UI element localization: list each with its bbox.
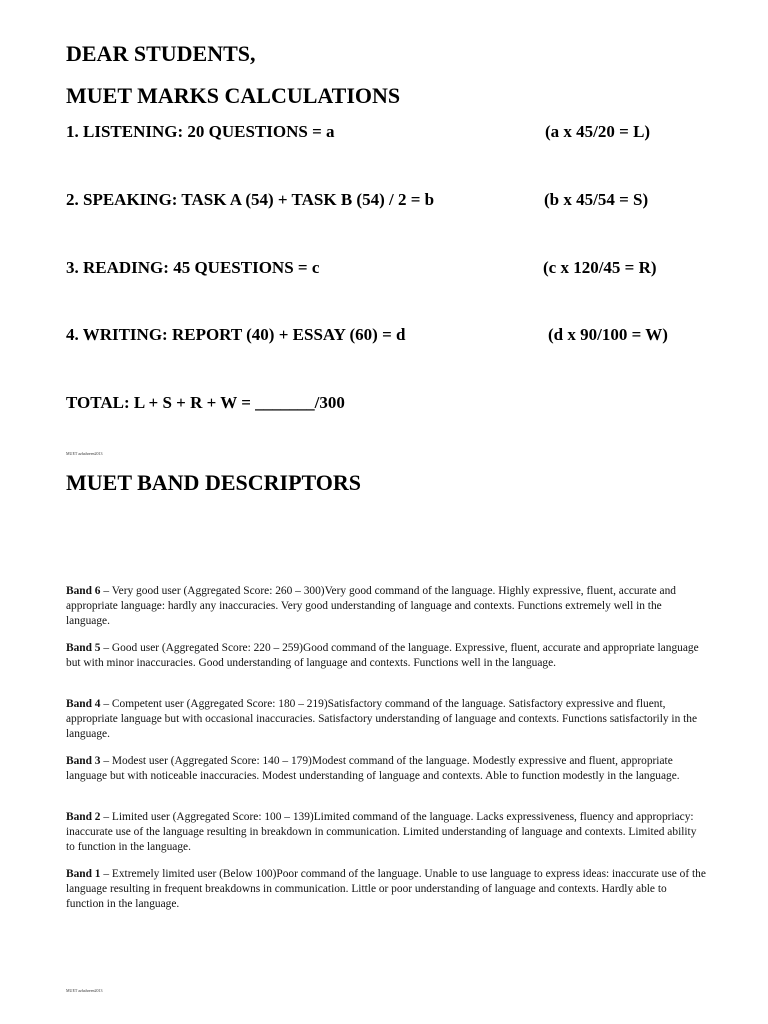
page-title: MUET MARKS CALCULATIONS (66, 83, 401, 108)
footer-note: MUET azhahreen2013 (66, 988, 103, 993)
calc-label: 3. READING: 45 QUESTIONS = c (66, 258, 320, 277)
calc-formula: (b x 45/54 = S) (544, 190, 649, 209)
band-label: Band 4 (66, 698, 101, 710)
band-label: Band 6 (66, 585, 101, 597)
band-5 (66, 641, 706, 671)
calc-formula: (d x 90/100 = W) (548, 325, 668, 344)
band-text: – Very good user (Aggregated Score: 260 – 300)Very good command of the language. Highly expressive, fluent, accurate and appropriate language: hardly any inaccuracies. Very good understanding of language and contexts. Functions extremely well in the language. (66, 585, 676, 627)
band-text: – Modest user (Aggregated Score: 140 – 179)Modest command of the language. Modestly expressive and fluent, appropriate language but with noticeable inaccuracies. Modest understanding of language and contexts. Able to function modestly in the language. (66, 755, 680, 782)
band-label: Band 1 (66, 868, 101, 880)
total-line: TOTAL: L + S + R + W = _______/300 (66, 393, 345, 412)
calc-label: 1. LISTENING: 20 QUESTIONS = a (66, 122, 335, 141)
band-4 (66, 697, 706, 742)
footer-note: MUET azhahreen2013 (66, 451, 103, 456)
calc-formula: (a x 45/20 = L) (545, 122, 651, 141)
descriptors-title: MUET BAND DESCRIPTORS (66, 470, 362, 495)
calc-label: 2. SPEAKING: TASK A (54) + TASK B (54) / 2 = b (66, 190, 435, 209)
greeting: DEAR STUDENTS, (66, 41, 256, 66)
band-text: – Limited user (Aggregated Score: 100 – 139)Limited command of the language. Lacks expressiveness, fluency and appropriacy: inaccurate use of the language resulting in breakdown in communication. Limited understanding of language and contexts. Limited ability to function in the language. (66, 811, 697, 853)
band-1 (66, 867, 706, 912)
calc-label: 4. WRITING: REPORT (40) + ESSAY (60) = d (66, 325, 406, 344)
calc-formula: (c x 120/45 = R) (543, 258, 657, 277)
band-label: Band 5 (66, 642, 101, 654)
band-text: – Extremely limited user (Below 100)Poor command of the language. Unable to use language to express ideas: inaccurate use of the language resulting in frequent breakdowns in communication. Little or poor understanding of language and contexts. Hardly able to function in the language. (66, 868, 706, 910)
band-label: Band 3 (66, 755, 101, 767)
band-3 (66, 754, 706, 784)
band-6 (66, 584, 706, 629)
band-text: – Competent user (Aggregated Score: 180 – 219)Satisfactory command of the language. Satisfactory expressive and fluent, appropriate language but with occasional inaccuracies. Satisfactory understanding of language and contexts. Functions satisfactorily in the language. (66, 698, 698, 740)
band-label: Band 2 (66, 811, 101, 823)
band-2 (66, 810, 706, 855)
band-text: – Good user (Aggregated Score: 220 – 259)Good command of the language. Expressive, fluent, accurate and appropriate language but with minor inaccuracies. Good understanding of language and contexts. Functions well in the language. (66, 642, 699, 669)
